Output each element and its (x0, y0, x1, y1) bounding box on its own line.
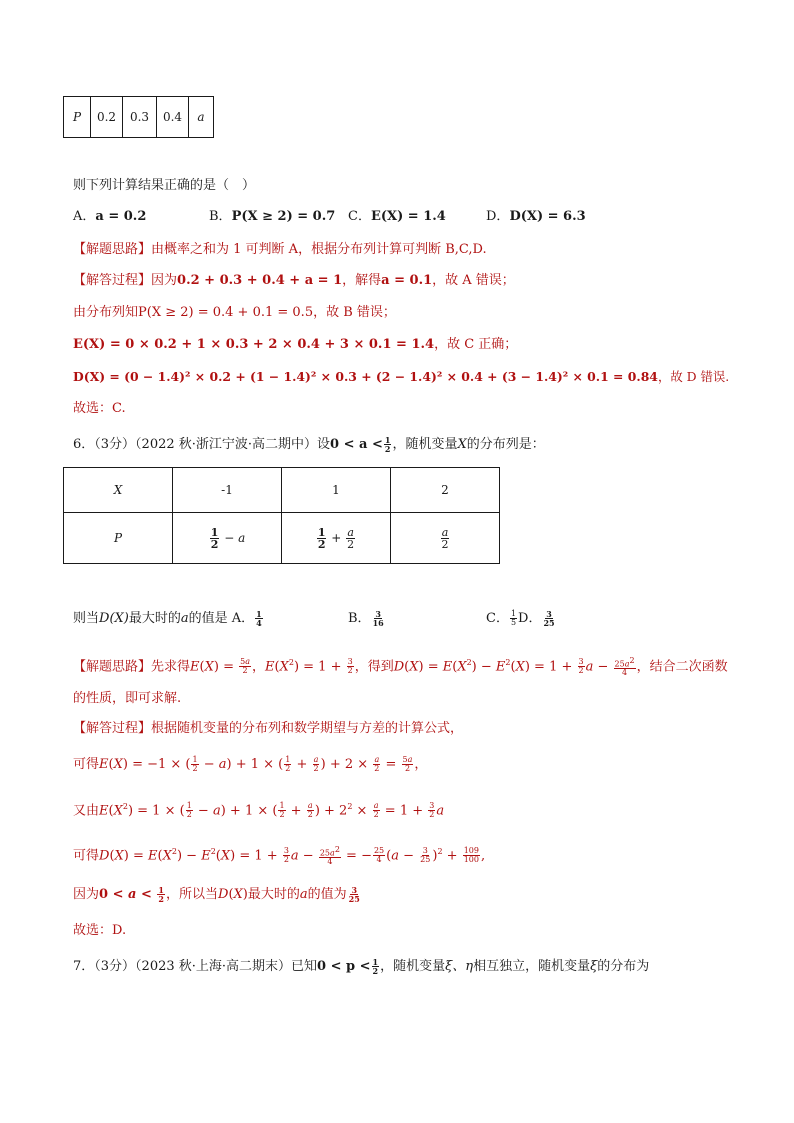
table-cell: P (64, 97, 91, 138)
table-cell: a (189, 97, 214, 138)
q6-option-b: B． $\frac{3}{16}$ (348, 609, 384, 628)
q6-process-2: 又由$E(X^2) = 1$ × ( $\frac{1}{2}$ − a) + 1 × ( $\frac{1}{2}$ + $\frac{a}{2}$ ) + $2^2$ × $\frac{a}{2}$ = 1 + $\frac{3}{2}$ a (73, 801, 445, 820)
distribution-table-q6 (63, 467, 500, 564)
q6-answer: 故选：D. (73, 923, 127, 938)
q6-process-4: 因为0 < a < $\frac{1}{2}$ ，所以当D(X)最大时的a的值为 $\frac{3}{25}$ (73, 885, 360, 904)
q5-prompt: 则下列计算结果正确的是（ ） (73, 178, 256, 193)
q5-process-2: 由分布列知P(X ≥ 2) = 0.4 + 0.1 = 0.5，故 B 错误； (73, 305, 396, 320)
table-cell: $\frac{1}{2}$ + $\frac{a}{2}$ (282, 513, 391, 564)
table-cell: -1 (173, 468, 282, 513)
q6-process-1: 可得E(X) = −1 × ( $\frac{1}{2}$ − a) + 1 × ( $\frac{1}{2}$ + $\frac{a}{2}$ ) + 2 × $\frac{a}{2}$ = $\frac{5a}{2}$ ， (73, 755, 428, 773)
q7-header: 7．（3分）（2023 秋·上海·高二期末）已知0 < p < $\frac{1}{2}$ ，随机变量ξ、η相互独立，随机变量ξ的分布为 (73, 957, 650, 976)
q5-option-a: A．a = 0.2 (73, 209, 147, 224)
table-row (64, 468, 500, 513)
table-cell: $\frac{1}{2}$ − a (173, 513, 282, 564)
q5-option-b: B．P(X ≥ 2) = 0.7 (209, 209, 336, 224)
q6-option-cd: C． $\frac{1}{5}$ D． $\frac{3}{25}$ (486, 609, 555, 628)
table-cell: 1 (282, 468, 391, 513)
table-cell: 0.4 (157, 97, 189, 138)
table-cell: 0.3 (123, 97, 157, 138)
q5-process-3: E(X) = 0 × 0.2 + 1 × 0.3 + 2 × 0.4 + 3 × 0.1 = 1.4，故 C 正确； (73, 337, 518, 352)
q6-analysis: 【解题思路】先求得E(X) = $\frac{5a}{2}$ ，$E(X^2) = 1$ + $\frac{3}{2}$ ，得到$D(X) = E(X^2) - E^2(X) = 1$ + $\frac{3}{2}$ a − $\frac{25a2}{4}$ ，结合二次函数 (73, 655, 728, 678)
table-cell: 2 (391, 468, 500, 513)
q6-process-intro: 【解答过程】根据随机变量的分布列和数学期望与方差的计算公式， (73, 721, 464, 736)
q5-process-4: D(X) = (0 − 1.4)² × 0.2 + (1 − 1.4)² × 0.3 + (2 − 1.4)² × 0.4 + (3 − 1.4)² × 0.1 = 0.84，故 D 错误. (73, 369, 730, 384)
q6-process-3: 可得$D(X) = E(X^2) - E^2(X) = 1$ + $\frac{3}{2}$ a − $\frac{25a2}{4}$ = − $\frac{25}{4}$ (a − $\frac{3}{25}$ )$^2$ + $\frac{109}{100}$ , (73, 844, 486, 867)
table-row (64, 97, 214, 138)
distribution-table-top (63, 96, 214, 138)
q6-analysis-cont: 的性质，即可求解. (73, 691, 182, 706)
table-cell: P (64, 513, 173, 564)
table-cell: X (64, 468, 173, 513)
table-cell: $\frac{a}{2}$ (391, 513, 500, 564)
q6-question: 则当D(X)最大时的a的值是 A． $\frac{1}{4}$ (73, 609, 262, 628)
q5-answer: 故选：C. (73, 401, 126, 416)
q5-analysis: 【解题思路】由概率之和为 1 可判断 A，根据分布列计算可判断 B,C,D. (73, 242, 487, 257)
table-row (64, 513, 500, 564)
q5-process-1: 【解答过程】因为0.2 + 0.3 + 0.4 + a = 1，解得a = 0.1，故 A 错误； (73, 273, 515, 288)
q5-option-c: C．E(X) = 1.4 (348, 209, 446, 224)
q6-header: 6．（3分）（2022 秋·浙江宁波·高二期中）设0 < a < $\frac{1}{2}$ ，随机变量X的分布列是： (73, 435, 545, 454)
q5-option-d: D．D(X) = 6.3 (486, 209, 586, 224)
table-cell: 0.2 (91, 97, 123, 138)
